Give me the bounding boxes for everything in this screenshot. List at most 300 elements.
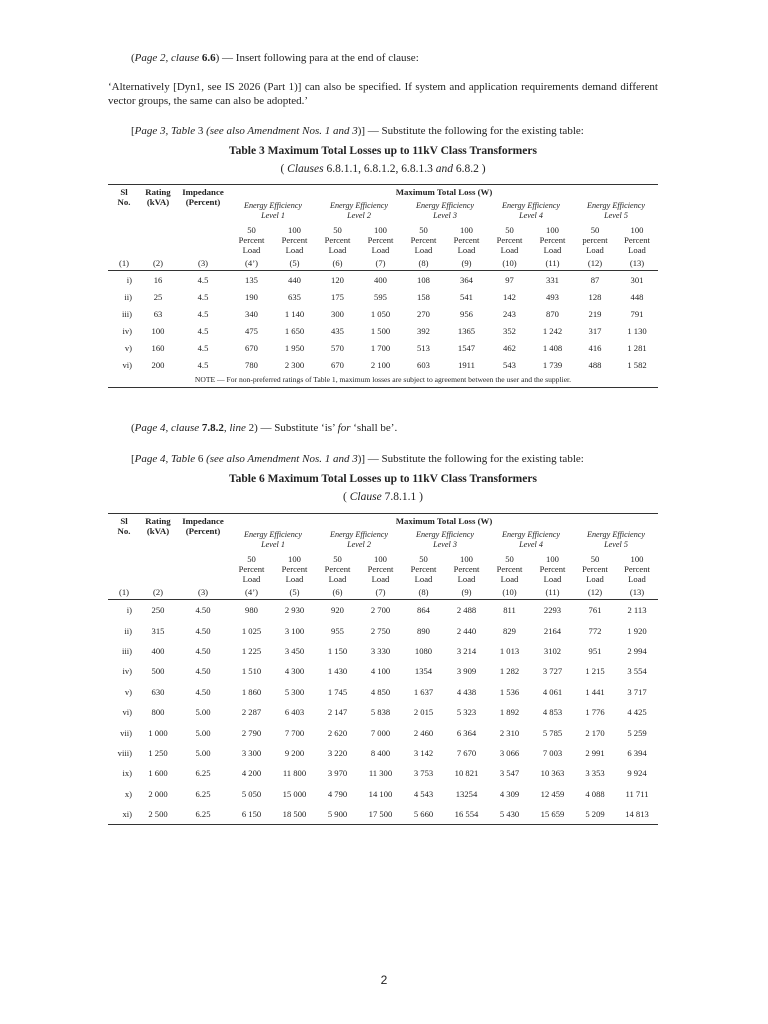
table-cell: 4 088 <box>585 788 605 799</box>
table-cell: 1 637 <box>413 686 434 697</box>
table-row <box>108 682 658 702</box>
table-cell: 6.25 <box>195 788 211 799</box>
table-cell: 3 100 <box>284 625 305 636</box>
para5-see: (see also Amendment Nos. <box>203 453 325 465</box>
table-cell: 11 800 <box>282 768 307 779</box>
table-cell: 1 140 <box>284 308 305 319</box>
table-cell: 5 838 <box>370 707 391 718</box>
table-cell: 25 <box>153 291 163 302</box>
table-cell: 1 600 <box>148 768 168 779</box>
para3-open: [ <box>131 125 135 137</box>
para3-nums: 1 and 3 <box>324 125 358 137</box>
table-cell: 493 <box>546 291 559 302</box>
table-cell: 2 147 <box>327 707 348 718</box>
table-cell: 1 536 <box>499 686 520 697</box>
table-cell: 12 459 <box>540 788 565 799</box>
sl-no-cell: iii) <box>121 308 132 319</box>
table6-clauses-vals: 7.8.1.1 ) <box>381 491 423 503</box>
table-cell: 920 <box>331 605 344 616</box>
table-cell: 315 <box>151 625 165 636</box>
table-cell: 392 <box>417 325 430 336</box>
max-loss-header: Maximum Total Loss (W) <box>230 514 658 527</box>
sl-no-cell: x) <box>124 788 132 799</box>
para3-rest: )] — Substitute the following for the existing table: <box>357 125 584 137</box>
table-cell: 829 <box>503 625 516 636</box>
table-cell: 200 <box>151 359 165 370</box>
table3-clauses-and: and <box>435 163 453 175</box>
table-cell: 100 <box>151 325 165 336</box>
sl-no-cell: vi) <box>122 359 132 370</box>
column-number: (1) <box>108 584 140 600</box>
table-cell: 416 <box>588 342 602 353</box>
table-cell: 1 408 <box>542 342 563 353</box>
sl-no-cell: ii) <box>124 625 132 636</box>
table-cell: 63 <box>153 308 163 319</box>
table-cell: 3 717 <box>627 686 647 697</box>
table-cell: 1 242 <box>542 325 563 336</box>
table-cell: 11 711 <box>625 788 649 799</box>
load-header: 50 Percent Load <box>238 225 265 255</box>
table-cell: 15 659 <box>531 804 574 825</box>
table-cell: 18 500 <box>273 804 316 825</box>
column-number: (3) <box>176 584 230 600</box>
level-4-header: Energy Efficiency Level 4 <box>501 530 561 549</box>
table-row <box>108 702 658 722</box>
amendment-para-2: ‘Alternatively [Dyn1, see IS 2026 (Part 1)] can also be specified. If system and application requirements demand different vector groups, the same can also be adopted.’ <box>108 81 658 107</box>
impedance-header: Impedance (Percent) <box>176 514 230 585</box>
table-cell: 15 000 <box>282 788 307 799</box>
sl-no-cell: i) <box>126 274 132 285</box>
table-cell: 1 510 <box>241 666 262 677</box>
table-cell: 1365 <box>457 325 476 336</box>
load-header: 50 Percent Load <box>324 554 351 584</box>
table-cell: 4.50 <box>195 686 211 697</box>
table-cell: 5 900 <box>316 804 359 825</box>
table-cell: 400 <box>374 274 387 285</box>
table6-title: Table 6 Maximum Total Losses up to 11kV Class Transformers <box>229 473 537 485</box>
load-header: 50 Percent Load <box>496 225 523 255</box>
level-2-header: Energy Efficiency Level 2 <box>329 530 389 549</box>
column-number: (8) <box>402 584 445 600</box>
para3-see: (see also Amendment Nos. <box>203 125 325 137</box>
table-cell: 4 543 <box>413 788 434 799</box>
table-cell: 1354 <box>414 666 433 677</box>
sl-no-cell: iii) <box>121 645 132 656</box>
table-cell: 2 460 <box>413 727 434 738</box>
table-cell: 352 <box>503 325 516 336</box>
table-cell: 3 753 <box>413 768 434 779</box>
table-cell: 7 670 <box>456 747 477 758</box>
table-cell: 13254 <box>455 788 478 799</box>
table-cell: 1 000 <box>148 727 168 738</box>
table-cell: 2 750 <box>370 625 391 636</box>
table-cell: 7 700 <box>284 727 305 738</box>
column-number: (3) <box>176 255 230 271</box>
table-cell: 1 281 <box>627 342 647 353</box>
table-cell: 1 739 <box>542 359 563 370</box>
table-cell: 1911 <box>458 359 475 370</box>
table-cell: 364 <box>460 274 473 285</box>
table-cell: 6 150 <box>230 804 273 825</box>
table-cell: 1 892 <box>499 707 520 718</box>
table-cell: 340 <box>245 308 258 319</box>
table-cell: 603 <box>417 359 430 370</box>
table-cell: 4 790 <box>327 788 348 799</box>
table-cell: 2 300 <box>284 359 305 370</box>
para5-open: [ <box>131 453 135 465</box>
sl-no-cell: ii) <box>124 291 132 302</box>
table-cell: 2164 <box>543 625 562 636</box>
table-cell: 2 440 <box>456 625 477 636</box>
table-cell: 864 <box>417 605 430 616</box>
table-cell: 6 403 <box>284 707 305 718</box>
table-cell: 1 441 <box>585 686 605 697</box>
table-cell: 435 <box>331 325 344 336</box>
table-cell: 4 438 <box>456 686 477 697</box>
table-cell: 4 200 <box>241 768 262 779</box>
table-cell: 1 250 <box>148 747 168 758</box>
table-cell: 3 547 <box>499 768 520 779</box>
table-cell: 7 003 <box>542 747 563 758</box>
column-number: (8) <box>402 255 445 271</box>
table-cell: 6.25 <box>176 804 230 825</box>
table-cell: 4 425 <box>627 707 647 718</box>
para4-page-ref: Page 4, clause <box>134 422 202 434</box>
load-header: 50 percent Load <box>582 225 608 255</box>
table-row <box>108 356 658 373</box>
table-cell: 513 <box>417 342 430 353</box>
table-cell: 2 113 <box>627 605 647 616</box>
rating-header: Rating (kVA) <box>140 514 176 585</box>
table-cell: 955 <box>331 625 344 636</box>
table-row <box>108 620 658 640</box>
table-cell: 800 <box>151 707 165 718</box>
table-cell: 791 <box>630 308 644 319</box>
table-cell: 1 700 <box>370 342 391 353</box>
amendment-para-1 <box>131 51 659 65</box>
load-header: 100 Percent Load <box>453 554 480 584</box>
table-cell: 475 <box>245 325 258 336</box>
table-cell: 980 <box>245 605 258 616</box>
table3-clauses-label: Clauses <box>287 163 324 175</box>
table-row <box>108 288 658 305</box>
column-number: (9) <box>445 255 488 271</box>
sl-no-cell: vi) <box>122 707 132 718</box>
table-cell: 331 <box>546 274 559 285</box>
table-cell: 761 <box>588 605 602 616</box>
load-header: 100 Percent Load <box>281 554 308 584</box>
table-cell: 5 323 <box>456 707 477 718</box>
table-cell: 3102 <box>543 645 562 656</box>
table-cell: 440 <box>288 274 301 285</box>
table-cell: 541 <box>460 291 473 302</box>
table-cell: 5 259 <box>627 727 647 738</box>
table-cell: 2 488 <box>456 605 477 616</box>
column-number: (2) <box>140 584 176 600</box>
table-3 <box>108 184 658 388</box>
column-number: (9) <box>445 584 488 600</box>
table-cell: 4.5 <box>197 291 209 302</box>
table-cell: 87 <box>590 274 600 285</box>
table-cell: 5.00 <box>195 747 211 758</box>
table-cell: 5 209 <box>574 804 616 825</box>
table-cell: 3 220 <box>327 747 348 758</box>
para4-end: ‘shall be’. <box>350 422 398 434</box>
table-cell: 4.50 <box>195 605 211 616</box>
table-cell: 3 554 <box>627 666 647 677</box>
table-row <box>108 804 658 825</box>
sl-no-cell: ix) <box>122 768 132 779</box>
load-header: 100 Percent Load <box>281 225 308 255</box>
table-cell: 462 <box>503 342 516 353</box>
load-header: 50 Percent Load <box>410 554 437 584</box>
load-header: 50 Percent Load <box>496 554 523 584</box>
table-row <box>108 600 658 621</box>
para3-num: 3 <box>197 125 204 137</box>
table-cell: 1 150 <box>327 645 348 656</box>
load-header: 50 Percent Load <box>410 225 437 255</box>
table-cell: 2 500 <box>140 804 176 825</box>
table-cell: 2 000 <box>148 788 168 799</box>
sl-no-cell: iv) <box>122 666 132 677</box>
table-cell: 14 100 <box>368 788 393 799</box>
para1-open: ( <box>131 52 135 64</box>
table-row <box>108 722 658 742</box>
table3-body <box>108 271 658 374</box>
table-cell: 1547 <box>457 342 476 353</box>
table-cell: 3 142 <box>413 747 434 758</box>
para1-page-ref: Page 2, clause <box>134 52 202 64</box>
table-cell: 9 200 <box>284 747 305 758</box>
table-row <box>108 322 658 339</box>
table-cell: 2 994 <box>627 645 647 656</box>
table-cell: 5.00 <box>195 727 211 738</box>
table-cell: 317 <box>588 325 602 336</box>
table-cell: 160 <box>151 342 165 353</box>
table-cell: 4.50 <box>195 645 211 656</box>
table-cell: 3 066 <box>499 747 520 758</box>
table-cell: 1 050 <box>370 308 391 319</box>
table-cell: 14 813 <box>616 804 658 825</box>
table-cell: 5 430 <box>488 804 531 825</box>
para4-clause: 7.8.2 <box>201 422 224 434</box>
table3-title: Table 3 Maximum Total Losses up to 11kV Class Transformers <box>229 145 537 157</box>
table-cell: 4.5 <box>197 274 209 285</box>
table-cell: 270 <box>417 308 430 319</box>
table-cell: 5 300 <box>284 686 305 697</box>
table-cell: 488 <box>588 359 602 370</box>
table-cell: 3 214 <box>456 645 477 656</box>
table-6 <box>108 513 658 825</box>
column-number: (10) <box>488 584 531 600</box>
table-cell: 3 727 <box>542 666 563 677</box>
table-cell: 1 582 <box>627 359 647 370</box>
table-cell: 1 225 <box>241 645 262 656</box>
table-cell: 2 700 <box>370 605 391 616</box>
table-cell: 1 013 <box>499 645 520 656</box>
para5-nums: 1 and 3 <box>324 453 358 465</box>
table-cell: 16 <box>153 274 163 285</box>
table-cell: 3 970 <box>327 768 348 779</box>
table-cell: 570 <box>331 342 344 353</box>
table-cell: 6.25 <box>195 768 211 779</box>
table-cell: 3 353 <box>585 768 605 779</box>
table-row <box>108 305 658 322</box>
column-number: (13) <box>616 584 658 600</box>
load-header: 100 Percent Load <box>539 554 566 584</box>
table-row <box>108 784 658 804</box>
amendment-para-4 <box>131 421 659 435</box>
level-3-header: Energy Efficiency Level 3 <box>415 201 475 220</box>
sl-no-cell: iv) <box>122 325 132 336</box>
sl-no-cell: vii) <box>120 727 132 738</box>
table-cell: 16 554 <box>445 804 488 825</box>
table-cell: 11 300 <box>368 768 393 779</box>
table-cell: 630 <box>151 686 165 697</box>
table3-clauses-pre: ( <box>280 163 288 175</box>
table-cell: 1 130 <box>627 325 647 336</box>
table-cell: 190 <box>245 291 258 302</box>
table-cell: 300 <box>331 308 344 319</box>
column-number: (13) <box>616 255 658 271</box>
load-header: 50 Percent Load <box>324 225 351 255</box>
sl-no-cell: xi) <box>108 804 140 825</box>
column-number: (12) <box>574 255 616 271</box>
table-cell: 2 100 <box>370 359 391 370</box>
table-cell: 2 991 <box>585 747 605 758</box>
table-cell: 3 909 <box>456 666 477 677</box>
table-cell: 2 310 <box>499 727 520 738</box>
table-cell: 5 785 <box>542 727 563 738</box>
level-5-header: Energy Efficiency Level 5 <box>586 201 646 220</box>
table-row <box>108 661 658 681</box>
table-cell: 4 853 <box>542 707 563 718</box>
column-number: (11) <box>531 255 574 271</box>
table-cell: 890 <box>417 625 430 636</box>
table-cell: 951 <box>588 645 602 656</box>
load-header: 100 Percent Load <box>453 225 480 255</box>
load-header: 100 Percent Load <box>539 225 566 255</box>
table-cell: 2 015 <box>413 707 434 718</box>
table-cell: 635 <box>288 291 301 302</box>
table-cell: 1 500 <box>370 325 391 336</box>
table-cell: 1 430 <box>327 666 348 677</box>
table-cell: 4.5 <box>197 308 209 319</box>
table-cell: 4 850 <box>370 686 391 697</box>
table-cell: 3 330 <box>370 645 391 656</box>
table-cell: 243 <box>503 308 516 319</box>
column-number: (5) <box>273 255 316 271</box>
para4-for: for <box>337 422 351 434</box>
table3-clauses-vals: 6.8.1.1, 6.8.1.2, 6.8.1.3 <box>323 163 436 175</box>
table-cell: 2 930 <box>284 605 305 616</box>
table-cell: 158 <box>417 291 430 302</box>
table-row <box>108 339 658 356</box>
table-cell: 4 100 <box>370 666 391 677</box>
table-cell: 120 <box>331 274 344 285</box>
table-cell: 5 660 <box>402 804 445 825</box>
table-cell: 772 <box>588 625 602 636</box>
table-cell: 6 364 <box>456 727 477 738</box>
table-cell: 5 050 <box>241 788 262 799</box>
column-number: (12) <box>574 584 616 600</box>
table-cell: 301 <box>630 274 644 285</box>
table-cell: 500 <box>151 666 165 677</box>
column-number: (6) <box>316 255 359 271</box>
para4-line: , line <box>223 422 246 434</box>
sl-no-cell: v) <box>124 686 132 697</box>
para5-rest: )] — Substitute the following for the existing table: <box>357 453 584 465</box>
table6-body <box>108 600 658 825</box>
column-number-row <box>108 255 658 271</box>
table-cell: 1080 <box>414 645 433 656</box>
column-number: (5) <box>273 584 316 600</box>
level-1-header: Energy Efficiency Level 1 <box>243 530 303 549</box>
column-number-row <box>108 584 658 600</box>
para1-clause: 6.6 <box>201 52 216 64</box>
table-cell: 7 000 <box>370 727 391 738</box>
column-number: (7) <box>359 255 402 271</box>
table6-clauses-label: Clause <box>349 491 382 503</box>
column-number: (10) <box>488 255 531 271</box>
impedance-header: Impedance (Percent) <box>176 185 230 256</box>
table3-clauses <box>108 163 658 175</box>
para5-num: 6 <box>197 453 204 465</box>
table-cell: 595 <box>374 291 387 302</box>
table-cell: 670 <box>245 342 258 353</box>
table-cell: 6 394 <box>627 747 647 758</box>
table-cell: 219 <box>588 308 602 319</box>
para5-page-ref: Page 4, Table <box>134 453 198 465</box>
table-cell: 670 <box>331 359 344 370</box>
table-cell: 543 <box>503 359 516 370</box>
table-cell: 2293 <box>543 605 562 616</box>
table-cell: 1 745 <box>327 686 348 697</box>
para3-page-ref: Page 3, Table <box>134 125 198 137</box>
table-row <box>108 271 658 289</box>
level-3-header: Energy Efficiency Level 3 <box>415 530 475 549</box>
table-row <box>108 743 658 763</box>
table-cell: 8 400 <box>370 747 391 758</box>
table-cell: 175 <box>331 291 344 302</box>
table-cell: 4 061 <box>542 686 563 697</box>
column-number: (7) <box>359 584 402 600</box>
sl-no-cell: i) <box>126 605 132 616</box>
table-cell: 9 924 <box>627 768 647 779</box>
table-cell: 4.5 <box>197 359 209 370</box>
table-cell: 400 <box>151 645 165 656</box>
column-number: (6) <box>316 584 359 600</box>
table-cell: 2 287 <box>241 707 262 718</box>
table-cell: 4 309 <box>499 788 520 799</box>
table-cell: 1 025 <box>241 625 262 636</box>
table-cell: 1 920 <box>627 625 647 636</box>
table-cell: 956 <box>460 308 473 319</box>
table6-clauses-pre: ( <box>343 491 350 503</box>
table-cell: 10 363 <box>540 768 565 779</box>
table-cell: 1 950 <box>284 342 305 353</box>
sl-no-header: Sl No. <box>108 514 140 585</box>
table-cell: 1 776 <box>585 707 605 718</box>
para4-open: ( <box>131 422 135 434</box>
table-cell: 1 215 <box>585 666 605 677</box>
max-loss-header: Maximum Total Loss (W) <box>230 185 658 198</box>
table-cell: 5.00 <box>195 707 211 718</box>
amendment-para-5 <box>131 452 659 466</box>
table-cell: 448 <box>630 291 644 302</box>
table-cell: 4.50 <box>195 625 211 636</box>
amendment-para-3 <box>131 124 659 138</box>
